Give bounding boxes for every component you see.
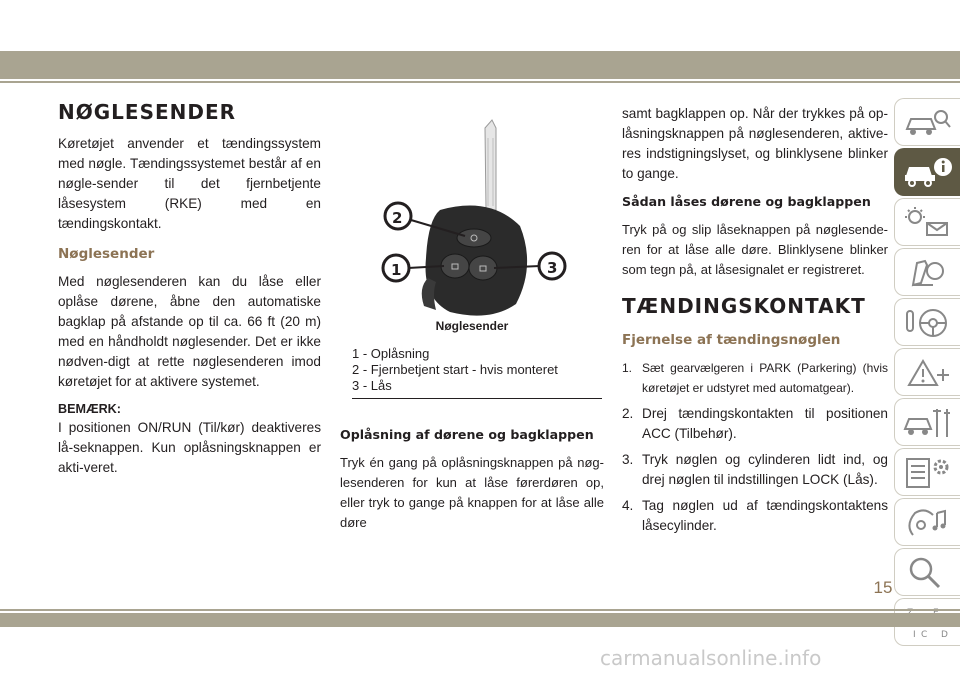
note-title: BEMÆRK: (58, 402, 121, 416)
tab-customer-assistance[interactable] (894, 548, 960, 596)
column-left (58, 98, 321, 486)
watermark: carmanualsonline.info (600, 646, 822, 670)
figure-caption: Nøglesender (435, 319, 509, 333)
list-item: 1. Sæt gearvælgeren i PARK (Parkering) (hvis køretøjet er udstyret med automatgear). (622, 361, 888, 395)
callout-3: 3 (547, 259, 558, 277)
tab-safety[interactable] (894, 248, 960, 296)
tab-emergency[interactable] (894, 348, 960, 396)
steps-list (622, 358, 888, 536)
ignition-title: TÆNDINGSKONTAKT (622, 294, 866, 318)
tab-starting-operating[interactable] (894, 298, 960, 346)
chapter-tabs (894, 98, 960, 648)
warning-triangle-icon (903, 355, 953, 391)
tab-servicing[interactable] (894, 398, 960, 446)
unlock-heading: Oplåsning af dørene og bagklappen (340, 427, 594, 442)
intro-paragraph: Køretøjet anvender et tændingssystem med nøgle. Tændingssystemet består af en nøgle-sender til det fjernbetjente låsesystem (RKE) med en tændingskontakt. (58, 136, 321, 231)
legend-item: 1 - Oplåsning (352, 346, 430, 361)
column-right (622, 98, 888, 542)
seat-airbag-icon (903, 255, 953, 291)
footer-rule (0, 609, 960, 611)
tab-multimedia[interactable] (894, 498, 960, 546)
steering-wheel-icon (903, 305, 953, 341)
unlock-paragraph: Tryk én gang på oplåsningsknappen på nøg-lesenderen for kun at låse førerdøren op, eller tryk to gange på knappen for at låse alle døre (340, 455, 604, 530)
svg-text:D: D (941, 630, 948, 640)
callout-1: 1 (391, 261, 402, 279)
dashboard-lights-icon (903, 205, 953, 241)
car-info-icon (903, 155, 953, 191)
figure-legend (352, 346, 602, 399)
header-band (0, 51, 960, 79)
page-number: 15 (873, 578, 893, 597)
callout-2: 2 (392, 209, 403, 227)
tab-dashboard[interactable] (894, 198, 960, 246)
key-fob-paragraph: Med nøglesenderen kan du låse eller oplåse dørene, åbne den automatiske bagklap på afstande op til ca. 66 ft (20 m) med en håndholdt nøglesender. Det er ikke nødven-digt at rette nøglesenderen imod køretøjet for at aktivere systemet. (58, 274, 321, 389)
search-icon (903, 555, 953, 591)
remove-key-subheading: Fjernelse af tændingsnøglen (622, 332, 841, 348)
section-title: NØGLESENDER (58, 100, 237, 124)
list-item: 2. Drej tændingskontakten til positionen ACC (Tilbehør). (622, 406, 888, 441)
tab-getting-to-know[interactable] (894, 148, 960, 196)
note-text: I positionen ON/RUN (Til/kør) deaktiveres lå-seknappen. Kun oplåsningsknappen er akti-veret. (58, 420, 321, 475)
key-fob-illustration (340, 98, 604, 328)
key-fob-figure (340, 98, 604, 328)
list-item: 3. Tryk nøglen og cylinderen lidt ind, og drej nøglen til indstillingen LOCK (Lås). (622, 452, 888, 487)
car-tools-icon (903, 405, 953, 441)
footer-band (0, 613, 960, 627)
legend-item: 2 - Fjernbetjent start - hvis monteret (352, 362, 558, 377)
header-rule (0, 81, 960, 83)
column-middle (340, 98, 604, 541)
list-item: 4. Tag nøglen ud af tændingskontaktens låsecylinder. (622, 498, 888, 533)
lock-heading: Sådan låses dørene og bagklappen (622, 194, 871, 209)
checklist-gear-icon (903, 455, 953, 491)
multimedia-icon (903, 505, 953, 541)
svg-text:C: C (921, 630, 928, 640)
tab-introduction[interactable] (894, 98, 960, 146)
legend-item: 3 - Lås (352, 378, 392, 393)
car-magnifier-icon (903, 105, 953, 141)
unlock-continuation: samt bagklappen op. Når der trykkes på op-låsningsknappen på nøglesenderen, aktive-res indstigningslyset, og blinklysene blinker to gange. (622, 106, 888, 181)
lock-paragraph: Tryk på og slip låseknappen på nøglesende-ren for at låse alle døre. Blinklysene blinker som tegn på, at låsesignalet er registreret. (622, 222, 888, 277)
tab-specifications[interactable] (894, 448, 960, 496)
subheading-key-fob: Nøglesender (58, 246, 155, 262)
svg-text:I: I (913, 630, 916, 640)
